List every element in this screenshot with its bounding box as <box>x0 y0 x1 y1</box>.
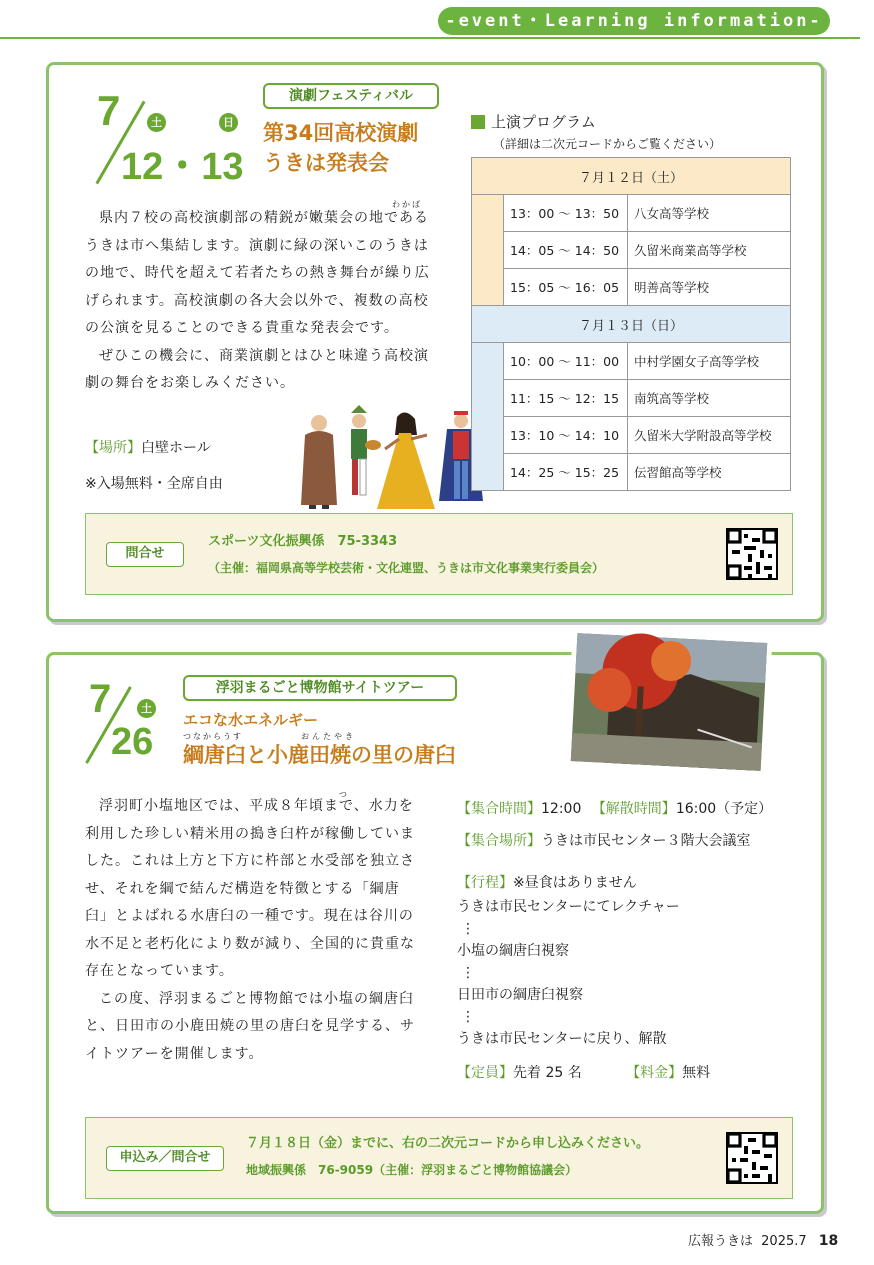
itinerary-dots: ⋮ <box>461 921 475 937</box>
place-row <box>457 829 817 853</box>
event1-note: ※入場無料・全席自由 <box>85 476 223 492</box>
event2-contact-line2: 地域振興係 76-9059（主催：浮羽まるごと博物館協議会） <box>246 1163 578 1177</box>
event1-contact-line2: （主催：福岡県高等学校芸術・文化連盟、うきは市文化事業実行委員会） <box>208 561 605 575</box>
performer-monk <box>301 415 337 509</box>
meet-time-label: 【集合時間】 <box>457 801 541 817</box>
program-subtitle: （詳細は二次元コードからご覧ください） <box>493 137 722 151</box>
event2-month: 7 <box>89 677 112 721</box>
end-time-label: 【解散時間】 <box>591 801 676 817</box>
event2-ruby1: つなからうす <box>183 732 243 741</box>
time-cell: 11：15 ～ 12：15 <box>504 380 628 417</box>
ruby-wakaba: わかば <box>392 200 422 209</box>
itinerary-step-4: うきは市民センターに戻り、解散 <box>457 1031 667 1047</box>
school-cell: 久留米商業高等学校 <box>628 232 791 269</box>
school-cell: 南筑高等学校 <box>628 380 791 417</box>
time-cell: 14：05 ～ 14：50 <box>504 232 628 269</box>
fee: 無料 <box>682 1065 711 1081</box>
school-cell: 久留米大学附設高等学校 <box>628 417 791 454</box>
event2-title: 綱唐臼と小鹿田焼の里の唐臼 <box>183 743 456 767</box>
event-card-site-tour <box>46 652 824 1214</box>
time-cell: 13：00 ～ 13：50 <box>504 195 628 232</box>
program-title: 上演プログラム <box>491 113 596 131</box>
event1-days: 12・13 <box>121 146 244 188</box>
school-cell: 八女高等学校 <box>628 195 791 232</box>
capacity-fee-row <box>457 1061 817 1085</box>
table-row <box>472 343 791 380</box>
day2-header-row <box>472 306 791 343</box>
event-card-theater <box>46 62 824 622</box>
page-number: 18 <box>818 1233 839 1249</box>
itinerary-step-2: 小塩の綱唐臼視察 <box>457 943 569 959</box>
table-row <box>472 269 791 306</box>
capacity-label: 【定員】 <box>457 1065 513 1081</box>
day2-side <box>472 343 504 491</box>
performers-illustration <box>297 405 493 511</box>
table-row <box>472 454 791 491</box>
time-cell: 14：25 ～ 15：25 <box>504 454 628 491</box>
header-rule <box>0 37 860 39</box>
day1-header: ７月１２日（土） <box>472 158 791 195</box>
performer-dancer <box>377 412 435 509</box>
event2-schedule <box>457 797 817 1085</box>
event2-day: 26 <box>111 721 154 763</box>
program-table <box>471 157 791 491</box>
event2-day-badge: 土 <box>137 699 156 718</box>
qr-code-icon[interactable] <box>726 1132 778 1184</box>
meet-time: 12:00 <box>541 801 582 817</box>
capacity: 先着 25 名 <box>513 1065 582 1081</box>
table-row <box>472 380 791 417</box>
event1-title-line2: うきは発表会 <box>263 151 389 175</box>
event2-subtitle: エコな水エネルギー <box>183 711 319 729</box>
itinerary-dots: ⋮ <box>461 965 475 981</box>
qr-code-icon[interactable] <box>726 528 778 580</box>
itinerary-dots: ⋮ <box>461 1009 475 1025</box>
time-cell: 15：05 ～ 16：05 <box>504 269 628 306</box>
performer-musician <box>351 405 381 495</box>
event1-description <box>85 205 441 398</box>
end-time: 16:00（予定） <box>675 801 773 817</box>
time-cell: 13：10 ～ 14：10 <box>504 417 628 454</box>
header-banner: -event・Learning information- <box>438 7 830 35</box>
event2-ruby-tsu: つ <box>339 790 347 799</box>
event2-description <box>85 793 421 1068</box>
footer-publication-name: 広報うきは <box>688 1234 754 1249</box>
venue-label: 【場所】 <box>85 440 141 456</box>
program-title-marker <box>471 115 485 129</box>
footer-issue: 2025.7 <box>761 1234 807 1249</box>
itinerary-note: ※昼食はありません <box>513 875 637 891</box>
event1-para1: 県内７校の高校演劇部の精鋭が嫩葉会の地であるうきは市へ集結します。演劇に緑の深いこのうきはの地で、時代を超えて若者たちの熱き舞台が繰り広げられます。高校演劇の各大会以外で、複数の高校の公演を見ることのできる貴重な発表会です。 <box>85 210 430 336</box>
event1-month: 7 <box>97 87 121 134</box>
time-cell: 10：00 ～ 11：00 <box>504 343 628 380</box>
table-row <box>472 417 791 454</box>
table-row <box>472 195 791 232</box>
event1-category-tag: 演劇フェスティバル <box>263 83 439 109</box>
venue-value: 白壁ホール <box>141 440 211 456</box>
table-row <box>472 232 791 269</box>
meet-place-label: 【集合場所】 <box>457 833 541 849</box>
day1-side <box>472 195 504 306</box>
event1-contact-tag: 問合せ <box>106 542 184 567</box>
qr-pattern <box>728 530 776 578</box>
event2-para1: 浮羽町小塩地区では、平成８年頃まで、水力を利用した珍しい精米用の搗き臼杵が稼働していました。これは上方と下方に杵部と水受部を独立させ、それを綱で結んだ構造を特徴とする「綱唐臼」とよばれる水唐臼の一種です。現在は谷川の水不足と老朽化により数が減り、全国的に貴重な存在となっています。 <box>85 798 415 979</box>
event1-day1-badge: 土 <box>147 113 166 132</box>
itinerary-header <box>457 871 817 895</box>
event1-title-line1: 第34回高校演劇 <box>263 121 419 145</box>
itinerary-step-3: 日田市の綱唐臼視察 <box>457 987 583 1003</box>
event2-para2: この度、浮羽まるごと博物館では小塩の綱唐臼と、日田市の小鹿田焼の里の唐臼を見学する、サイトツアーを開催します。 <box>85 990 415 1062</box>
event1-contact-line1: スポーツ文化振興係 75-3343 <box>208 534 398 549</box>
qr-pattern <box>728 1134 776 1182</box>
event2-category-tag: 浮羽まるごと博物館サイトツアー <box>183 675 457 701</box>
time-row <box>457 797 817 821</box>
event1-contact-box <box>85 513 793 595</box>
school-cell: 明善高等学校 <box>628 269 791 306</box>
event2-contact-box <box>85 1117 793 1199</box>
event2-ruby2: おんたやき <box>301 732 356 741</box>
footer-publication <box>688 1230 838 1249</box>
itinerary-label: 【行程】 <box>457 875 513 891</box>
day2-header: ７月１３日（日） <box>472 306 791 343</box>
event1-venue <box>85 437 211 457</box>
day1-header-row <box>472 158 791 195</box>
meet-place: うきは市民センター３階大会議室 <box>541 833 751 849</box>
event2-contact-line1: ７月１８日（金）までに、右の二次元コードから申し込みください。 <box>246 1136 650 1151</box>
event2-contact-tag: 申込み／問合せ <box>106 1146 224 1171</box>
itinerary-step-1: うきは市民センターにてレクチャー <box>457 899 680 915</box>
site-photo <box>566 628 773 776</box>
event1-day2-badge: 日 <box>219 113 238 132</box>
school-cell: 伝習館高等学校 <box>628 454 791 491</box>
fee-label: 【料金】 <box>626 1065 683 1081</box>
school-cell: 中村学園女子高等学校 <box>628 343 791 380</box>
event1-para2: ぜひこの機会に、商業演劇とはひと味違う高校演劇の舞台をお楽しみください。 <box>85 347 429 391</box>
